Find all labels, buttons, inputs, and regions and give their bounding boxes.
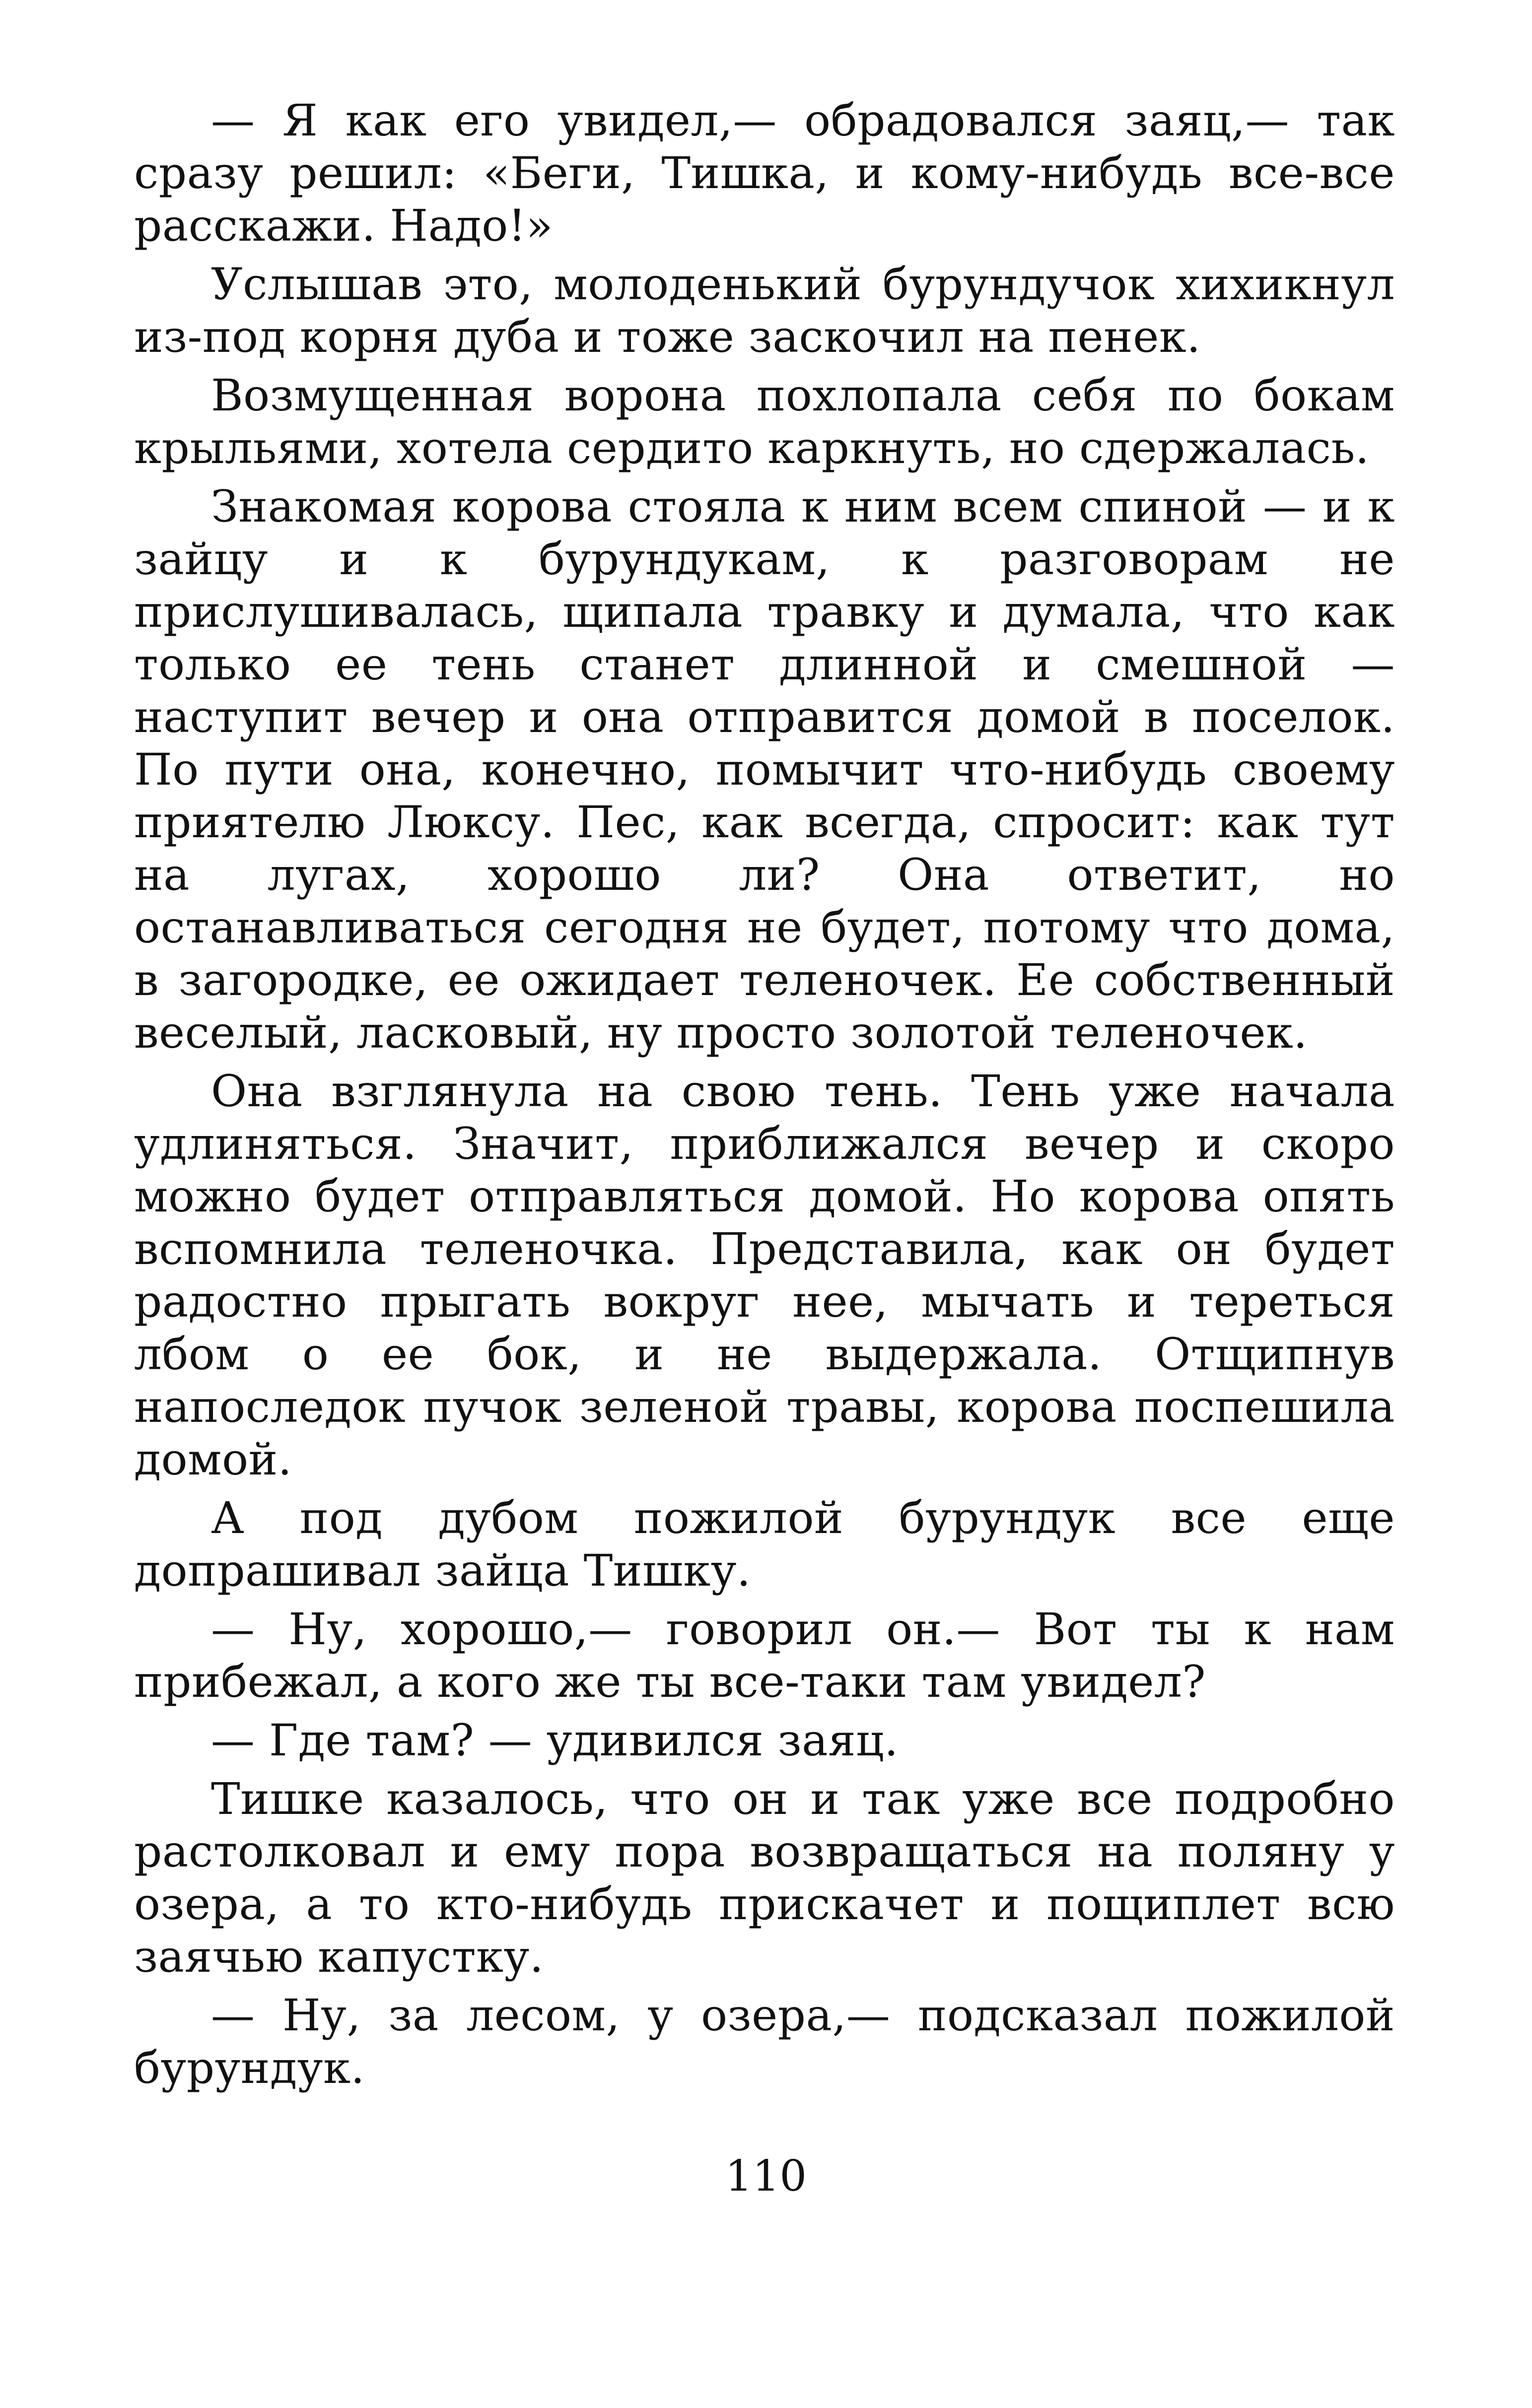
paragraph: — Ну, хорошо,— говорил он.— Вот ты к нам прибежал, а кого же ты все-таки там увидел? — [134, 1604, 1395, 1707]
paragraph: Тишке казалось, что он и так уже все подробно растолковал и ему пора возвращаться на поляну у озера, а то кто-нибудь прискачет и пощиплет всю заячью капустку. — [134, 1773, 1395, 1982]
paragraph: — Где там? — удивился заяц. — [211, 1715, 899, 1766]
page-text — [134, 94, 1395, 2100]
paragraph: А под дубом пожилой бурундук все еще допрашивал зайца Тишку. — [134, 1492, 1395, 1596]
paragraph: — Я как его увидел,— обрадовался заяц,— так сразу решил: «Беги, Тишка, и кому-нибудь все-все расскажи. Надо!» — [134, 95, 1395, 251]
paragraph: Она взглянула на свою тень. Тень уже начала удлиняться. Значит, приближался вечер и скоро можно будет отправляться домой. Но корова опять вспомнила теленочка. Представила, как он будет радостно прыгать вокруг нее, мычать и тереться лбом о ее бок, и не выдержала. Отщипнув напоследок пучок зеленой травы, корова поспешила домой. — [134, 1066, 1395, 1485]
paragraph: Услышав это, молоденький бурундучок хихикнул из-под корня дуба и тоже заскочил на пенек. — [134, 259, 1395, 362]
paragraph: Знакомая корова стояла к ним всем спиной — и к зайцу и к бурундукам, к разговорам не прислушивалась, щипала травку и думала, что как только ее тень станет длинной и смешной — наступит вечер и она отправится домой в поселок. По пути она, конечно, помычит что-нибудь своему приятелю Люксу. Пес, как всегда, спросит: как тут на лугах, хорошо ли? Она ответит, но останавливаться сегодня не будет, потому что дома, в загородке, ее ожидает теленочек. Ее собственный веселый, ласковый, ну просто золотой теленочек. — [134, 481, 1395, 1058]
paragraph: Возмущенная ворона похлопала себя по бокам крыльями, хотела сердито каркнуть, но сдержалась. — [134, 370, 1395, 473]
page-number: 110 — [725, 2151, 807, 2201]
paragraph: — Ну, за лесом, у озера,— подсказал пожилой бурундук. — [134, 1990, 1395, 2093]
